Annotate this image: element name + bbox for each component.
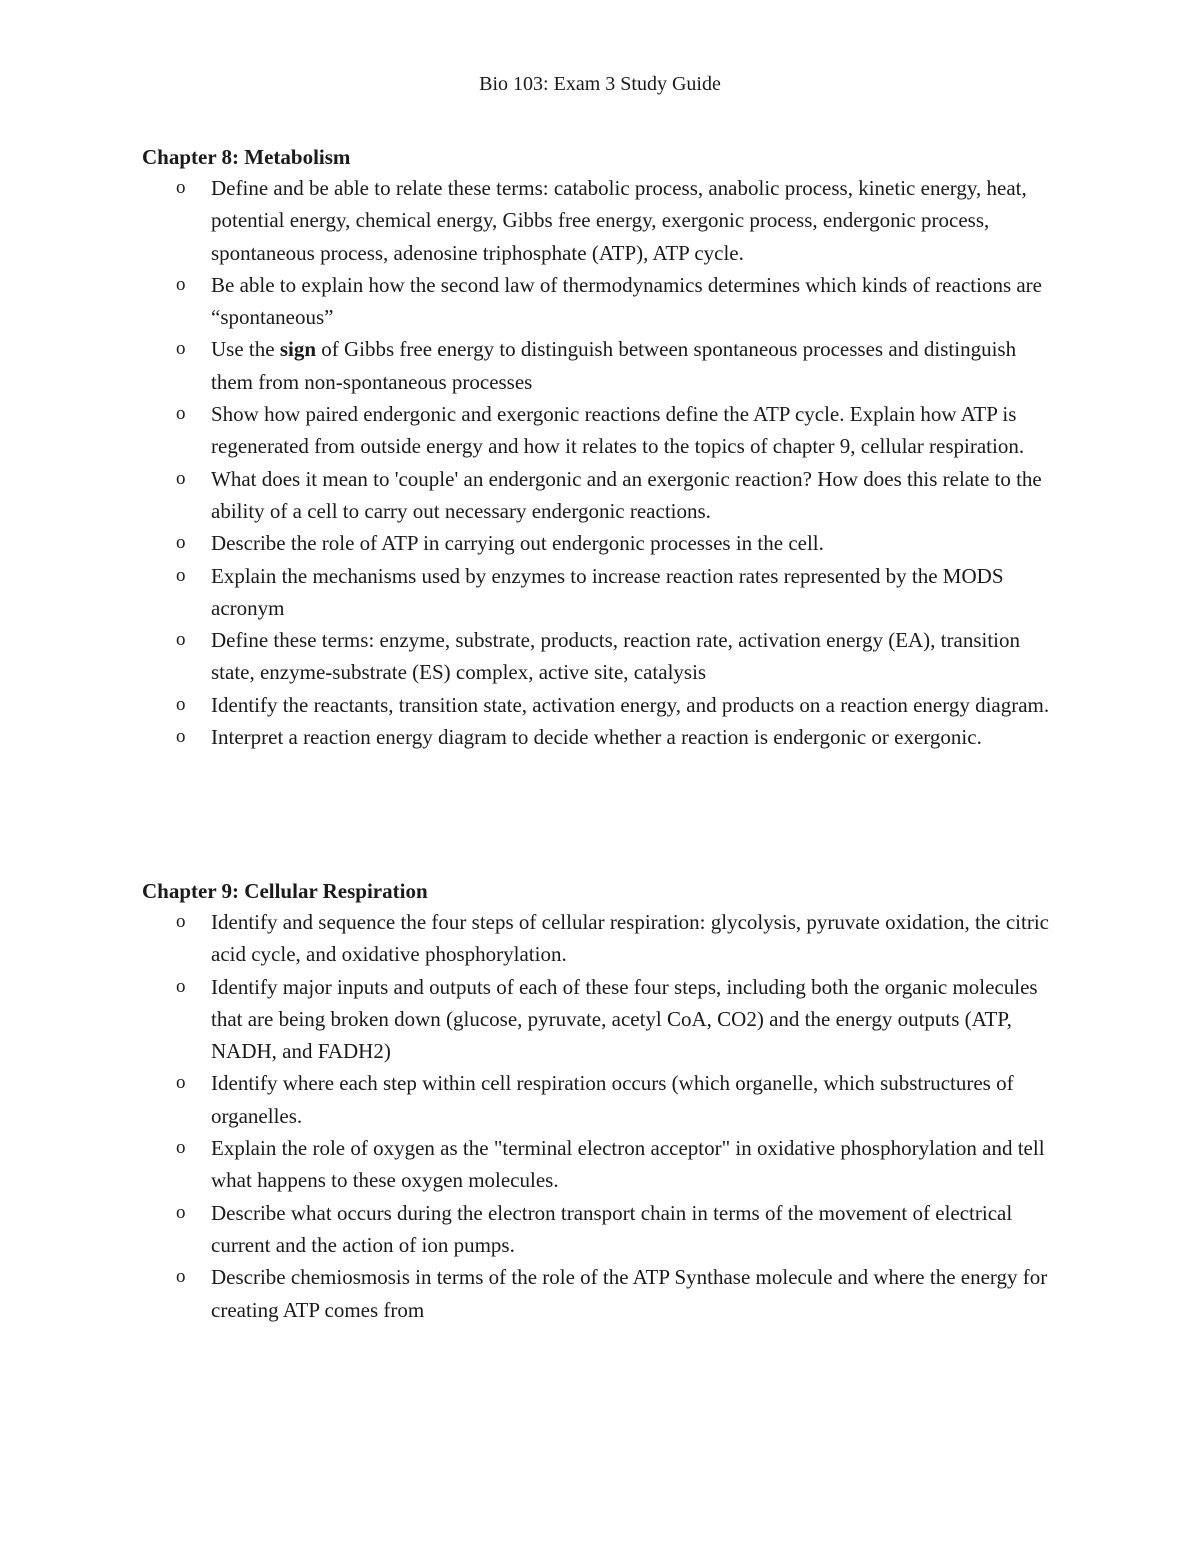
- list-item: [142, 172, 1062, 269]
- hollow-bullet-icon: o: [176, 532, 186, 554]
- chapter-9-section: [142, 876, 1062, 1326]
- list-item-text: Identify and sequence the four steps of cellular respiration: glycolysis, pyruvate oxidation, the citric acid cycle, and oxidative phosphorylation.: [211, 910, 1049, 967]
- hollow-bullet-icon: o: [176, 911, 186, 932]
- chapter-9-objectives-list: [142, 906, 1062, 1326]
- list-item: [142, 560, 1062, 625]
- list-item: [142, 398, 1062, 463]
- hollow-bullet-icon: o: [176, 693, 186, 715]
- list-item-text: Identify the reactants, transition state, activation energy, and products on a reaction energy diagram.: [211, 692, 1050, 717]
- list-item-text: What does it mean to 'couple' an endergonic and an exergonic reaction? How does this relate to the ability of a cell to carry out necessary endergonic reactions.: [211, 466, 1042, 523]
- list-item-text: Describe chemiosmosis in terms of the role of the ATP Synthase molecule and where the energy for creating ATP comes from: [211, 1265, 1048, 1322]
- hollow-bullet-icon: o: [176, 975, 186, 997]
- list-item: [142, 971, 1062, 1068]
- list-item-text: Define these terms: enzyme, substrate, products, reaction rate, activation energy (EA), transition state, enzyme-substrate (ES) complex, active site, catalysis: [211, 628, 1020, 685]
- list-item: [142, 1261, 1062, 1326]
- list-item: [142, 624, 1062, 689]
- list-item: [142, 721, 1062, 753]
- list-item: [142, 1067, 1062, 1132]
- hollow-bullet-icon: o: [176, 403, 186, 425]
- chapter-8-objectives-list: [142, 172, 1062, 753]
- list-item-text: Describe what occurs during the electron transport chain in terms of the movement of electrical current and the action of ion pumps.: [211, 1200, 1013, 1257]
- list-item-text: Be able to explain how the second law of thermodynamics determines which kinds of reactions are “spontaneous”: [211, 272, 1042, 330]
- list-item-text: Identify where each step within cell respiration occurs (which organelle, which substructures of organelles.: [211, 1071, 1014, 1128]
- hollow-bullet-icon: o: [176, 338, 186, 360]
- hollow-bullet-icon: o: [176, 1137, 186, 1159]
- list-item-text: Show how paired endergonic and exergonic reactions define the ATP cycle. Explain how ATP is regenerated from outside energy and how it relates to the topics of chapter 9, cellular respiration.: [211, 402, 1025, 459]
- list-item-text: Describe the role of ATP in carrying out endergonic processes in the cell.: [211, 531, 824, 556]
- list-item: [142, 1132, 1062, 1197]
- list-item: [142, 463, 1062, 528]
- hollow-bullet-icon: o: [176, 726, 186, 748]
- hollow-bullet-icon: o: [176, 564, 186, 586]
- list-item-text: Define and be able to relate these terms: catabolic process, anabolic process, kinetic energy, heat, potential energy, chemical energy, Gibbs free energy, exergonic process, endergonic process, spontaneous process, adenosine triphosphate (ATP), ATP cycle.: [211, 176, 1027, 265]
- hollow-bullet-icon: o: [176, 273, 186, 295]
- hollow-bullet-icon: o: [176, 1201, 186, 1223]
- list-item: [142, 333, 1062, 398]
- hollow-bullet-icon: o: [176, 467, 186, 489]
- chapter-9-heading: Chapter 9: Cellular Respiration: [142, 879, 428, 903]
- hollow-bullet-icon: o: [176, 629, 186, 651]
- list-item-text: Explain the role of oxygen as the "terminal electron acceptor" in oxidative phosphorylation and tell what happens to these oxygen molecules.: [211, 1136, 1045, 1193]
- list-item: [142, 527, 1062, 559]
- hollow-bullet-icon: o: [176, 177, 186, 198]
- list-item-text: Identify major inputs and outputs of each of these four steps, including both the organic molecules that are being broken down (glucose, pyruvate, acetyl CoA, CO2) and the energy outputs (ATP, NADH, and FADH2): [211, 974, 1038, 1064]
- list-item-text-end: of Gibbs free energy to distinguish between spontaneous processes and distinguish them from non-spontaneous processes: [211, 337, 1017, 394]
- list-item-text: Explain the mechanisms used by enzymes to increase reaction rates represented by the MODS acronym: [211, 563, 1004, 620]
- document-title: Bio 103: Exam 3 Study Guide: [479, 73, 721, 95]
- emphasized-word: sign: [279, 337, 317, 362]
- hollow-bullet-icon: o: [176, 1072, 186, 1094]
- list-item: [142, 906, 1062, 971]
- chapter-8-heading: Chapter 8: Metabolism: [142, 145, 351, 169]
- list-item-text: Interpret a reaction energy diagram to decide whether a reaction is endergonic or exergonic.: [211, 725, 982, 750]
- list-item: [142, 269, 1062, 334]
- list-item: [142, 1197, 1062, 1262]
- list-item: [142, 689, 1062, 721]
- chapter-8-section: [142, 142, 1062, 753]
- hollow-bullet-icon: o: [176, 1266, 186, 1288]
- list-item-text-start: Use the: [211, 337, 280, 362]
